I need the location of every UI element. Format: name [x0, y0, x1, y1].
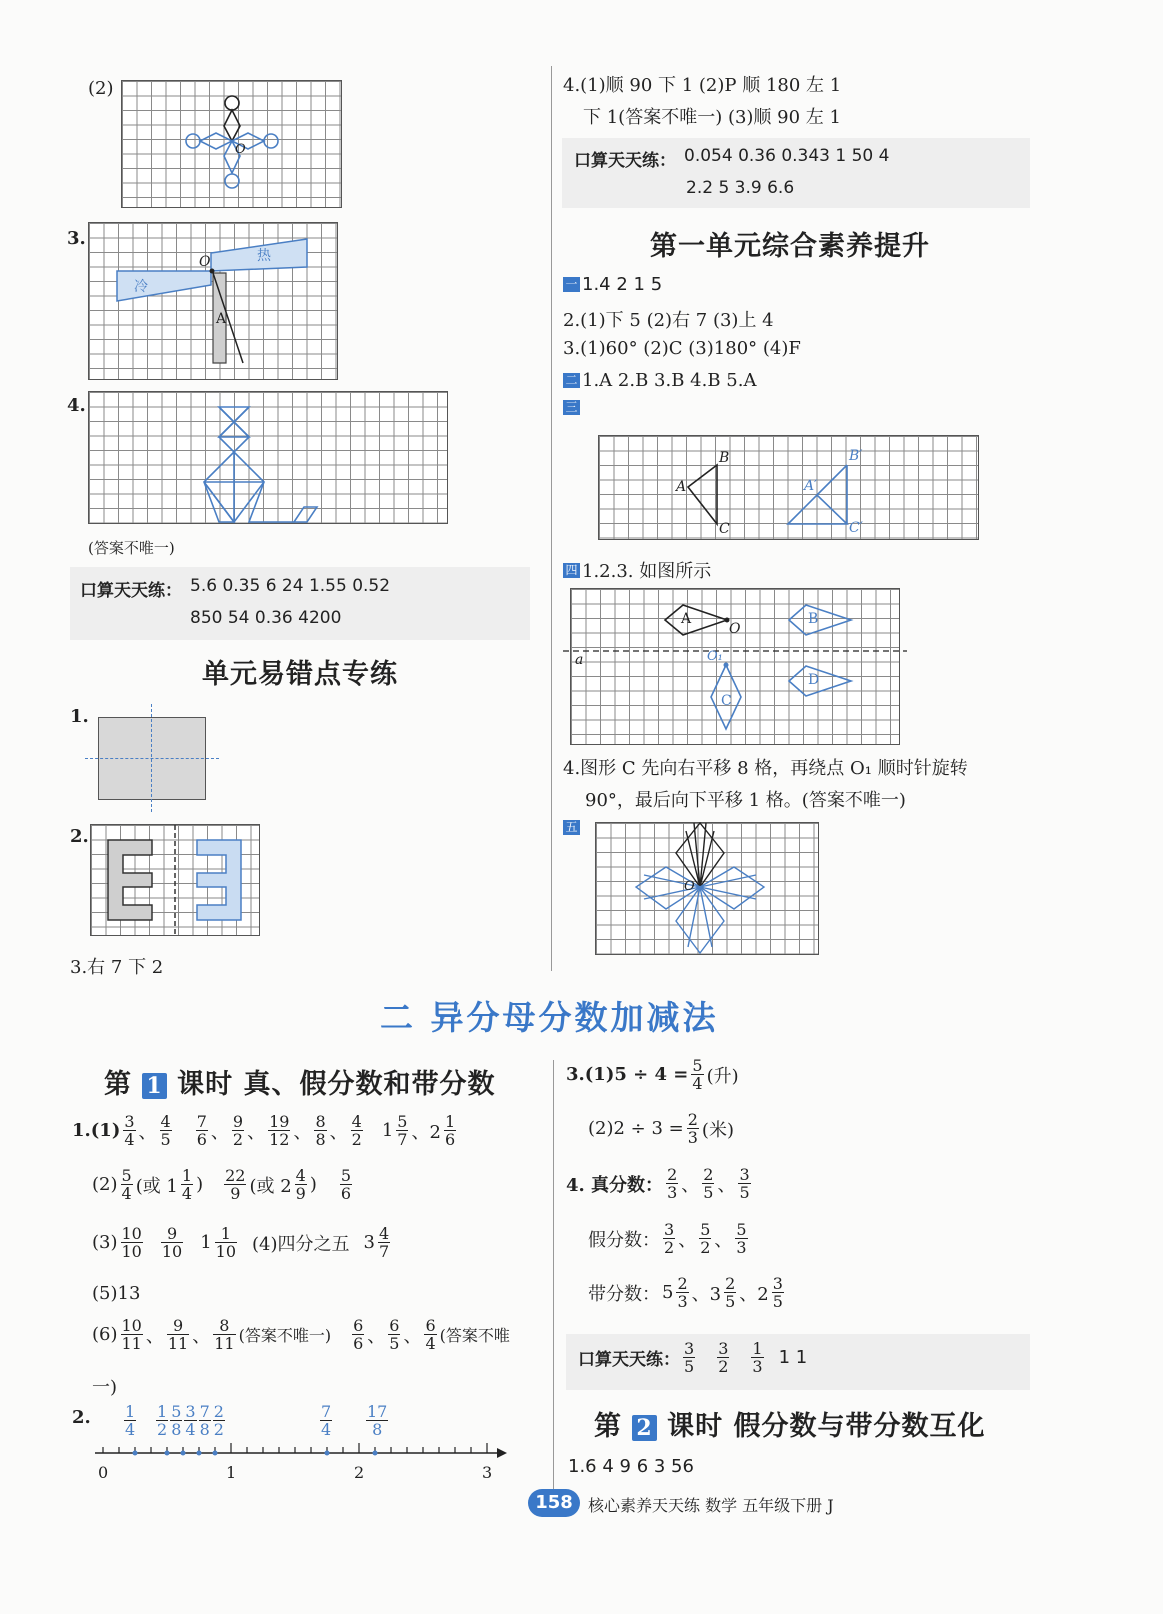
badge-3: 三 [563, 400, 580, 415]
lesson1-number: 1 [142, 1073, 166, 1099]
q1-line-6-tail: 一) [92, 1377, 118, 1398]
q4-mixed-numbers: 带分数： 5 $\frac{2}{3}$ 、3 $\frac{2}{5}$ 、2 $\frac{3}{5}$ [588, 1274, 783, 1311]
section-title-unit1: 第一单元综合素养提升 [650, 231, 930, 262]
book-title: 核心素养天天练 数学 五年级下册 J [588, 1496, 834, 1515]
section-3-line [563, 400, 580, 415]
q1-line-2: (2) $\frac{5}{4}$ (或 1 $\frac{1}{4}$ ) $\frac{22}{9}$ (或 2 $\frac{4}{9}$ ) $\frac{5}{6}$ [92, 1166, 352, 1203]
label-flower-o: O [684, 879, 695, 894]
label-tri-a: A [676, 479, 687, 495]
mistakes-item-3: 3.右 7 下 2 [70, 957, 164, 978]
note-not-unique: (答案不唯一) [88, 539, 175, 557]
section-1-line-1: 一 1.4 2 1 5 [563, 274, 662, 295]
tick-3: 3 [482, 1463, 493, 1482]
tick-1: 1 [226, 1463, 237, 1482]
number-line [95, 1403, 515, 1483]
label-kite-a: A [681, 611, 692, 627]
section-4-q4-line-1: 4.图形 C 先向右平移 8 格，再绕点 O₁ 顺时针旋转 [563, 758, 968, 779]
rotation-figure [122, 81, 341, 207]
label-kite-o: O [729, 621, 741, 637]
nl-frac-group: $\frac{1}{2}$ $\frac{5}{8}$ $\frac{3}{4}$ $\frac{7}{8}$ $\frac{2}{2}$ [157, 1402, 224, 1439]
point-o: O [235, 142, 246, 157]
chapter-title: 二 异分母分数加减法 [380, 998, 719, 1037]
oral-label-2: 口算天天练： [574, 151, 676, 171]
q1-line-3: (3) $\frac{10}{10}$ $\frac{9}{10}$ 1 $\frac{1}{10}$ (4)四分之五 3 $\frac{4}{7}$ [92, 1224, 390, 1261]
label-kite-o1: O₁ [707, 649, 723, 664]
grid-figure-4 [88, 391, 448, 524]
tick-0: 0 [98, 1463, 109, 1482]
section-4-q4-line-2: 90°，最后向下平移 1 格。(答案不唯一) [585, 790, 906, 811]
q1-line-1: 1.(1) $\frac{3}{4}$ 、 $\frac{4}{5}$ $\frac{7}{6}$ 、 $\frac{9}{2}$ 、 $\frac{19}{12}$ 、 $\frac{8}{8}$ 、 $\frac{4}{2}$ 1 $\frac{5}{7}$ 、2 $\frac{1}{6}$ [72, 1112, 456, 1149]
badge-2: 二 [563, 373, 580, 388]
label-tri-b: B [719, 450, 730, 466]
oral-line-2: 850 54 0.36 4200 [190, 608, 342, 628]
label-q2: (2) [88, 78, 114, 99]
section-5-line [563, 820, 580, 835]
label-tri-c: C [719, 521, 730, 537]
column-divider-bottom [553, 1060, 554, 1490]
label-kite-c: C [721, 693, 732, 709]
q4-proper-fractions: 4. 真分数： $\frac{2}{3}$ 、 $\frac{2}{5}$ 、 $\frac{3}{5}$ [566, 1165, 750, 1202]
oral-line-5: 口算天天练： $\frac{3}{5}$ $\frac{3}{2}$ $\frac{1}{3}$ 1 1 [578, 1339, 808, 1376]
label-q3: 3. [67, 228, 86, 249]
oral-line-4: 2.2 5 3.9 6.6 [686, 178, 795, 198]
section-2-line: 二 1.A 2.B 3.B 4.B 5.A [563, 370, 756, 391]
section-title-mistakes: 单元易错点专练 [202, 659, 398, 690]
section-4-line: 四 1.2.3. 如图所示 [563, 557, 711, 583]
label-q4: 4. [67, 395, 86, 416]
oral-line-1: 5.6 0.35 6 24 1.55 0.52 [190, 576, 391, 596]
q4-answer-line-2: 下 1(答案不唯一) (3)顺 90 左 1 [583, 107, 841, 128]
nl-frac-17-8: $\frac{17}{8}$ [367, 1402, 388, 1439]
q2-label: 2. [72, 1407, 91, 1428]
label-tri-b2: B′ [849, 448, 863, 464]
label-o: O [199, 254, 211, 270]
grid-kites [570, 588, 900, 745]
q1-line-6: (6) $\frac{10}{11}$ 、 $\frac{9}{11}$ 、 $\frac{8}{11}$ (答案不唯一) $\frac{6}{6}$ 、 $\frac{6}{5}$ 、 $\frac{6}{4}$ (答案不唯 [92, 1316, 510, 1353]
q1-line-5: (5)13 [92, 1283, 141, 1304]
column-divider-top [551, 66, 552, 971]
section-1-line-3: 3.(1)60° (2)C (3)180° (4)F [563, 338, 801, 359]
badge-1: 一 [563, 277, 580, 292]
grid-figure-2 [121, 80, 342, 208]
label-a: A [216, 311, 227, 327]
mistakes-label-1: 1. [70, 706, 89, 727]
label-kite-d: D [808, 672, 820, 688]
lesson2-q1: 1.6 4 9 6 3 56 [568, 1456, 694, 1477]
section-1-line-2: 2.(1)下 5 (2)右 7 (3)上 4 [563, 310, 774, 331]
badge-4: 四 [563, 563, 580, 578]
grid-flower [595, 822, 819, 955]
lesson2-number: 2 [632, 1415, 656, 1441]
nl-frac-1-4: $\frac{1}{4}$ [125, 1402, 136, 1439]
nl-frac-7-4: $\frac{7}{4}$ [321, 1402, 332, 1439]
label-kite-b: B [808, 611, 819, 627]
grid-letter-e [90, 824, 260, 936]
label-line-a: a [575, 652, 584, 668]
rectangle-figure [98, 717, 206, 800]
label-tri-c2: C′ [849, 520, 863, 536]
badge-5: 五 [563, 820, 580, 835]
label-cold: 冷 [134, 279, 148, 295]
mistakes-label-2: 2. [70, 826, 89, 847]
q3-line-2: (2)2 ÷ 3 = $\frac{2}{3}$ (米) [588, 1110, 734, 1147]
lesson1-title: 第 1 课时 真、假分数和带分数 [104, 1069, 496, 1100]
tick-2: 2 [354, 1463, 365, 1482]
oral-line-3: 0.054 0.36 0.343 1 50 4 [684, 146, 890, 166]
q4-improper-fractions: 假分数： $\frac{3}{2}$ 、 $\frac{5}{2}$ 、 $\frac{5}{3}$ [588, 1220, 747, 1257]
grid-figure-3 [88, 222, 338, 380]
oral-label-1: 口算天天练： [80, 581, 182, 601]
label-tri-a2: A′ [804, 478, 818, 494]
label-hot: 热 [257, 248, 271, 264]
lesson2-title: 第 2 课时 假分数与带分数互化 [594, 1411, 986, 1442]
q4-answer-line-1: 4.(1)顺 90 下 1 (2)P 顺 180 左 1 [563, 75, 842, 96]
page-number: 158 [528, 1489, 580, 1517]
q3-line-1: 3.(1)5 ÷ 4 = $\frac{5}{4}$ (升) [566, 1056, 739, 1093]
grid-triangles [598, 435, 979, 540]
